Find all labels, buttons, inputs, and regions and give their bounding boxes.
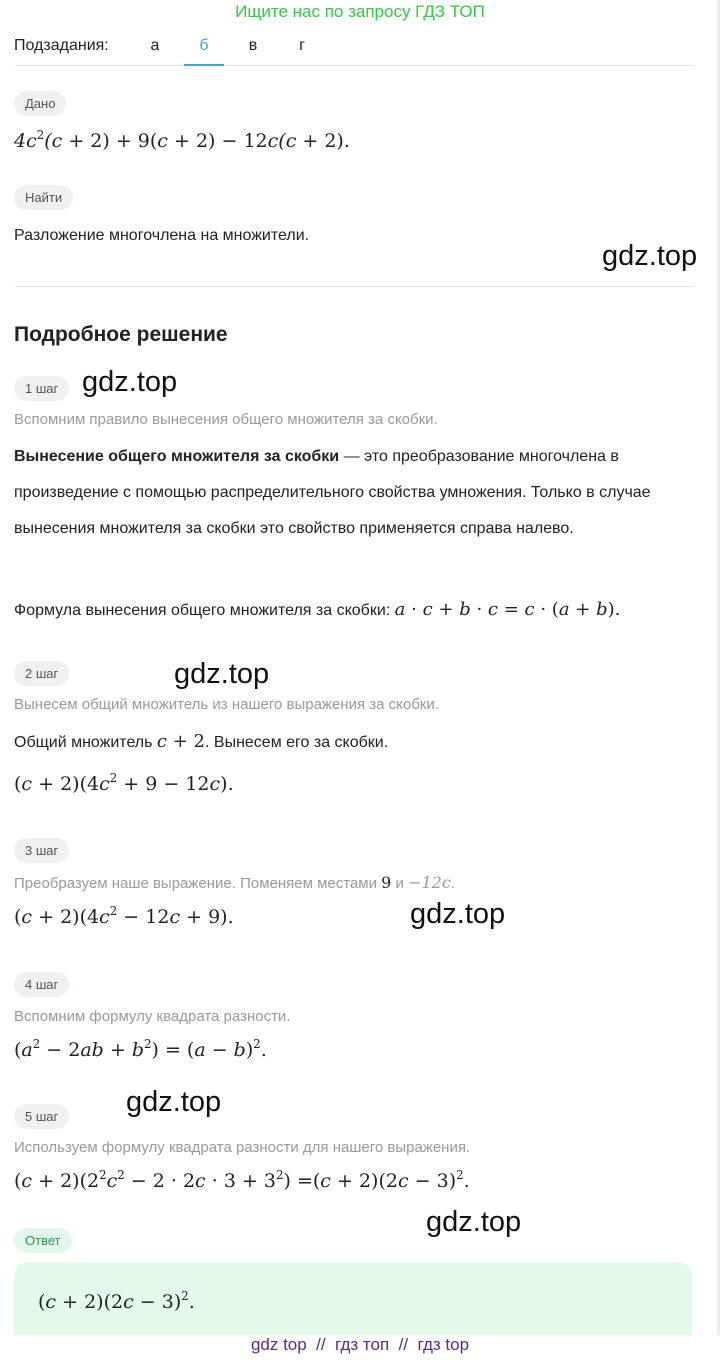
find-chip-label: Найти bbox=[14, 185, 73, 210]
watermark: gdz.top bbox=[410, 898, 506, 930]
step-3-hint-b: −12c bbox=[408, 873, 451, 892]
step-2-text bbox=[14, 724, 388, 761]
answer-chip bbox=[14, 1228, 72, 1253]
tab-b[interactable]: б bbox=[184, 37, 224, 66]
step-3-hint-before: Преобразуем наше выражение. Поменяем местами bbox=[14, 875, 382, 892]
step-1-body: — это преобразование многочлена в произведение с помощью распределительного свойства умножения. Только в случае вынесения множителя за скобки это свойство применяется справа налево. bbox=[14, 448, 651, 537]
step-5-hint: Используем формулу квадрата разности для нашего выражения. bbox=[14, 1139, 471, 1156]
step-3-chip-label: 3 шаг bbox=[14, 838, 69, 863]
given-chip-label: Дано bbox=[14, 91, 66, 116]
subtasks-tabs bbox=[14, 28, 694, 66]
step-2-text-before: Общий множитель bbox=[14, 734, 157, 751]
step-5-chip bbox=[14, 1104, 69, 1129]
tab-a[interactable]: а bbox=[150, 37, 160, 54]
step-4-expression: $(a^2 - 2ab + b^2) = (a - b)^2$. bbox=[14, 1036, 267, 1061]
answer-expression: $(c + 2)(2c - 3)^2$. bbox=[38, 1288, 195, 1313]
step-1-chip-label: 1 шаг bbox=[14, 376, 69, 401]
watermark: gdz.top bbox=[174, 658, 270, 690]
watermark: gdz.top bbox=[82, 366, 178, 398]
step-2-chip bbox=[14, 661, 69, 686]
step-3-hint-a: 9 bbox=[381, 873, 392, 892]
solution-title: Подробное решение bbox=[14, 323, 228, 346]
find-chip bbox=[14, 185, 73, 210]
footer-links[interactable]: gdz top // гдз топ // гдз top bbox=[0, 1335, 720, 1361]
step-3-chip bbox=[14, 838, 69, 863]
step-3-hint-mid: и bbox=[391, 875, 409, 892]
step-4-chip bbox=[14, 972, 69, 997]
subtasks-label: Подзадания: bbox=[14, 37, 109, 54]
step-2-chip-label: 2 шаг bbox=[14, 661, 69, 686]
step-5-expression: $(c + 2)(2^2c^2 - 2 \cdot 2c \cdot 3 + 3^2) =(c + 2)(2c - 3)^2$. bbox=[14, 1167, 470, 1192]
step-4-hint: Вспомним формулу квадрата разности. bbox=[14, 1008, 291, 1025]
watermark: gdz.top bbox=[126, 1086, 222, 1118]
step-1-formula-label: Формула вынесения общего множителя за скобки: bbox=[14, 602, 395, 619]
step-1-hint: Вспомним правило вынесения общего множителя за скобки. bbox=[14, 411, 438, 428]
step-5-chip-label: 5 шаг bbox=[14, 1104, 69, 1129]
step-4-chip-label: 4 шаг bbox=[14, 972, 69, 997]
step-1-formula: a · c + b · c = c · (a + b). bbox=[394, 599, 621, 620]
divider bbox=[14, 286, 694, 287]
step-2-expression: $(c + 2)(4c^2 + 9 - 12c)$. bbox=[14, 770, 234, 795]
tab-g[interactable]: г bbox=[299, 37, 305, 54]
step-3-hint bbox=[14, 873, 455, 892]
answer-chip-label: Ответ bbox=[14, 1228, 72, 1253]
watermark: gdz.top bbox=[426, 1206, 522, 1238]
step-1-formula-line bbox=[14, 592, 620, 629]
tab-v[interactable]: в bbox=[248, 37, 258, 54]
given-chip bbox=[14, 91, 66, 116]
step-1-chip bbox=[14, 376, 69, 401]
step-2-text-after: . Вынесем его за скобки. bbox=[205, 734, 389, 751]
step-2-hint: Вынесем общий множитель из нашего выражения за скобки. bbox=[14, 696, 439, 713]
step-2-factor: c + 2 bbox=[156, 731, 205, 752]
step-3-expression: $(c + 2)(4c^2 - 12c + 9)$. bbox=[14, 903, 234, 928]
step-3-hint-after: . bbox=[450, 875, 455, 892]
find-text: Разложение многочлена на множители. bbox=[14, 227, 310, 244]
step-1-definition bbox=[14, 439, 694, 547]
search-banner: Ищите нас по запросу ГДЗ ТОП bbox=[235, 2, 485, 21]
step-1-term: Вынесение общего множителя за скобки bbox=[14, 448, 340, 465]
given-expression: $4c^2(c + 2) + 9(c + 2) - 12c(c + 2)$. bbox=[14, 127, 350, 152]
watermark: gdz.top bbox=[602, 240, 698, 272]
